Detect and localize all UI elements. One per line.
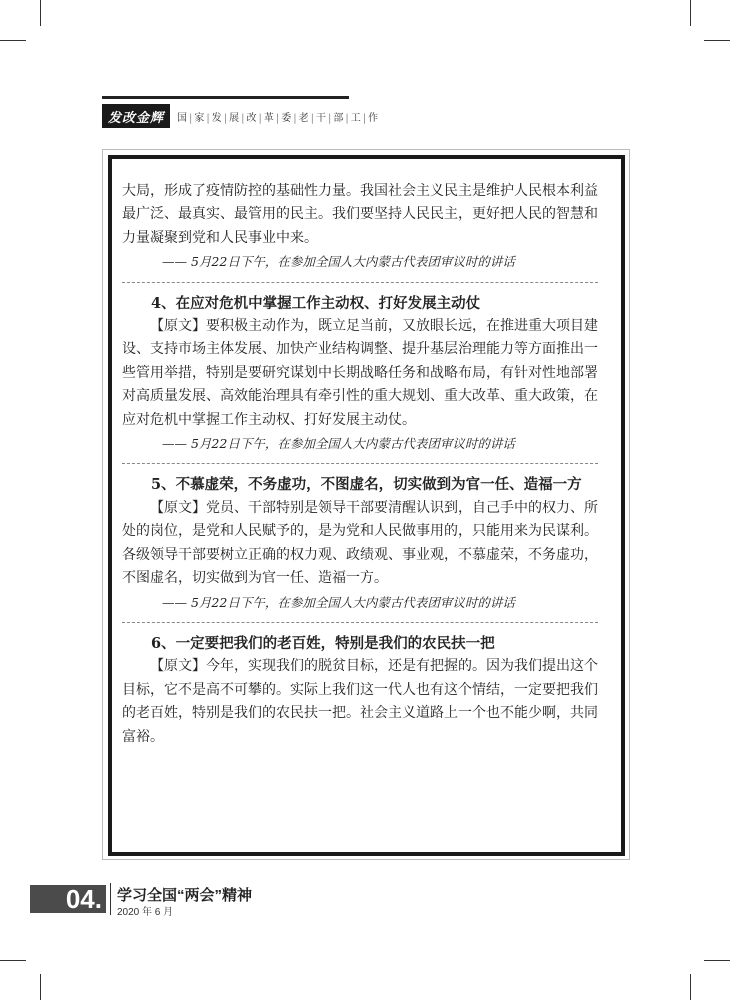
footer-title: 学习全国“两会”精神 xyxy=(117,887,253,904)
header-subtitle-separator: | xyxy=(310,113,314,124)
crop-mark xyxy=(0,960,26,961)
crop-mark xyxy=(704,960,730,961)
header-subtitle-char: 国 xyxy=(177,113,187,124)
header-subtitle-char: 改 xyxy=(246,113,257,124)
divider xyxy=(122,622,598,623)
section-5-heading: 5、不慕虚荣，不务虚功，不图虚名，切实做到为官一任、造福一方 xyxy=(151,476,582,494)
crop-mark xyxy=(704,40,730,41)
header-subtitle-char: 家 xyxy=(194,113,205,124)
page-number: 04. xyxy=(30,885,106,913)
article-body xyxy=(122,180,598,749)
header-subtitle-separator: | xyxy=(275,113,280,124)
footer-date: 2020 年 6 月 xyxy=(117,907,174,918)
section-5-text: 【原文】党员、干部特别是领导干部要清醒认识到，自己手中的权力、所处的岗位，是党和人民赋予的，是为党和人民做事用的，只能用来为民谋利。各级领导干部要树立正确的权力观、政绩观、事业观，不慕虚荣，不务虚功，不图虚名，切实做到为官一任、造福一方。 xyxy=(122,499,598,587)
header-subtitle-separator: | xyxy=(328,113,332,124)
intro-paragraph: 大局，形成了疫情防控的基础性力量。我国社会主义民主是维护人民根本利益最广泛、最真实、最管用的民主。我们要坚持人民民主，更好把人民的智慧和力量凝聚到党和人民事业中来。 xyxy=(122,183,598,246)
crop-mark xyxy=(40,0,41,26)
header-subtitle-char: 部 xyxy=(333,113,344,124)
header-subtitle-separator: | xyxy=(223,113,228,124)
section-4-text: 【原文】要积极主动作为，既立足当前，又放眼长远，在推进重大项目建设、支持市场主体发展、加快产业结构调整、提升基层治理能力等方面推出一些管用举措，特别是要研究谋划中长期战略任务和战略布局，有针对性地部署对高质量发展、高效能治理具有牵引性的重大规划、重大改革、重大政策，在应对危机中掌握工作主动权、打好发展主动仗。 xyxy=(122,318,598,428)
header-subtitle-char: 展 xyxy=(229,113,240,124)
header-subtitle xyxy=(176,109,379,124)
header-subtitle-char: 委 xyxy=(281,113,292,124)
section-5-source: —— 5月22日下午，在参加全国人大内蒙古代表团审议时的讲话 xyxy=(162,594,515,610)
header-subtitle-separator: | xyxy=(345,113,349,124)
crop-mark xyxy=(690,974,691,1000)
intro-source: —— 5月22日下午，在参加全国人大内蒙古代表团审议时的讲话 xyxy=(162,254,515,270)
header-subtitle-separator: | xyxy=(362,113,367,124)
section-4-heading: 4、在应对危机中掌握工作主动权、打好发展主动仗 xyxy=(151,294,481,312)
header-subtitle-separator: | xyxy=(206,113,210,124)
header-subtitle-char: 工 xyxy=(350,113,361,124)
section-4-source: —— 5月22日下午，在参加全国人大内蒙古代表团审议时的讲话 xyxy=(162,436,515,452)
header-subtitle-char: 革 xyxy=(263,113,274,124)
header-subtitle-separator: | xyxy=(258,113,262,124)
header-subtitle-separator: | xyxy=(189,113,193,124)
section-6-text: 【原文】今年，实现我们的脱贫目标，还是有把握的。因为我们提出这个目标，它不是高不可攀的。实际上我们这一代人也有这个情结，一定要把我们的老百姓，特别是我们的农民扶一把。社会主义道路上一个也不能少啊，共同富裕。 xyxy=(122,658,598,745)
header-subtitle-separator: | xyxy=(293,113,297,124)
header-subtitle-char: 发 xyxy=(211,113,222,124)
crop-mark xyxy=(0,40,26,41)
crop-mark xyxy=(40,974,41,1000)
footer-separator xyxy=(110,883,111,915)
header-subtitle-char: 作 xyxy=(368,113,379,124)
header-badge: 发改金辉 xyxy=(102,104,170,128)
header-subtitle-separator: | xyxy=(241,113,245,124)
header-subtitle-char: 干 xyxy=(316,113,326,124)
header-subtitle-char: 老 xyxy=(298,113,309,124)
header-rule xyxy=(102,96,349,99)
crop-mark xyxy=(690,0,691,26)
section-6-heading: 6、一定要把我们的老百姓，特别是我们的农民扶一把 xyxy=(151,634,495,652)
divider xyxy=(122,282,598,283)
divider xyxy=(122,463,598,464)
